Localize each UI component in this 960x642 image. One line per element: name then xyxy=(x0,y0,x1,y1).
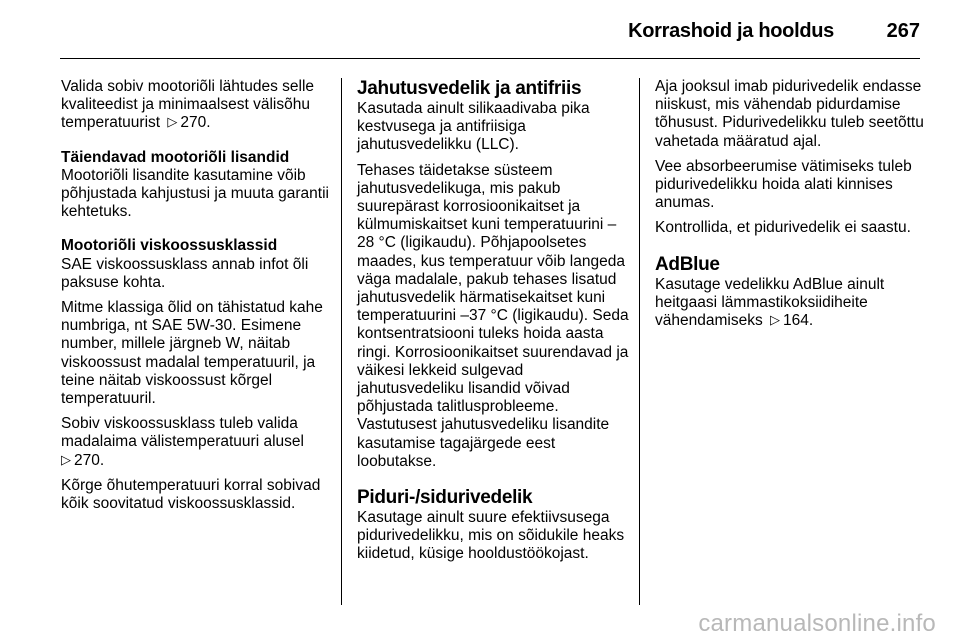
coolant-paragraph-1: Kasutada ainult silikaadivaba pika kestvusega ja antifriisiga jahutusvedelikku (LLC). xyxy=(357,100,590,154)
brake-fluid-paragraph-4: Kontrollida, et pidurivedelik ei saastu. xyxy=(655,219,911,237)
viscosity-paragraph-2: Mitme klassiga õlid on tähistatud kahe numbriga, nt SAE 5W-30. Esimene number, millele järgneb W, näitab viskoossust madalal temperatuuril, ja teine näitab viskoossust kõrgel temperatuuril. xyxy=(61,299,323,408)
viscosity-paragraph-1: SAE viskoossusklass annab infot õli paksuse kohta. xyxy=(61,255,309,291)
page-number: 267 xyxy=(886,20,920,42)
column-2 xyxy=(357,78,631,571)
brake-fluid-paragraph-1: Kasutage ainult suure efektiivsusega pidurivedelikku, mis on sõidukile heaks kiidetud, küsige hooldustöökojast. xyxy=(357,509,625,563)
adblue-heading: AdBlue xyxy=(655,253,720,275)
adblue-text: Kasutage vedelikku AdBlue ainult heitgaasi lämmastikoksiidiheite vähendamiseks xyxy=(655,275,885,330)
viscosity-p3-text: Sobiv viskoossusklass tuleb valida madalaima välistemperatuuri alusel xyxy=(61,415,304,451)
page-ref-arrow-icon: ▷ xyxy=(61,451,71,467)
column-1 xyxy=(61,78,333,520)
page-ref-arrow-icon: ▷ xyxy=(167,114,178,130)
adblue-paragraph xyxy=(655,276,929,331)
coolant-heading: Jahutusvedelik ja antifriis xyxy=(357,78,582,99)
column-divider-2 xyxy=(639,78,640,605)
brake-fluid-heading: Piduri-/sidurivedelik xyxy=(357,487,533,509)
viscosity-heading: Mootoriõli viskoossusklassid xyxy=(61,237,278,255)
intro-paragraph xyxy=(61,78,333,133)
viscosity-page-ref[interactable]: 270. xyxy=(74,451,105,469)
watermark: carmanualsonline.info xyxy=(698,610,936,637)
additives-heading: Täiendavad mootoriõli lisandid xyxy=(61,148,290,166)
page-ref-arrow-icon: ▷ xyxy=(770,312,781,328)
column-divider-1 xyxy=(341,78,342,605)
brake-fluid-paragraph-2: Aja jooksul imab pidurivedelik endasse niiskust, mis vähendab pidurdamise tõhusust. Pidurivedelikku tuleb seetõttu vahetada määratud ajal. xyxy=(655,78,924,150)
viscosity-paragraph-3 xyxy=(61,415,333,470)
intro-page-ref[interactable]: 270. xyxy=(180,114,211,132)
header-rule xyxy=(60,58,920,59)
coolant-paragraph-2: Tehases täidetakse süsteem jahutusvedelikuga, mis pakub suurepärast korrosioonikaitset ja külmumiskaitset kuni temperatuurini ‒28 °C (ligikaudu). Põhjapoolsetes maades, kus temperatuur võib langeda väga madalale, pakub tehases lisatud jahutusvedelik härmatisekaitset kuni temperatuurini ‒37 °C (ligikaudu). Seda kontsentratsiooni tuleks hoida aasta ringi. Korrosioonikaitset suurendavad ja väikesi lekkeid sulgevad jahutusvedeliku lisandid võivad põhjustada talitlusprobleeme. Vastutusest jahutusvedeliku lisandite kasutamise tagajärgede eest loobutakse. xyxy=(357,161,629,470)
intro-text: Valida sobiv mootoriõli lähtudes selle kvaliteedist ja minimaalsest välisõhu temperatuurist xyxy=(61,78,315,132)
additives-paragraph: Mootoriõli lisandite kasutamine võib põhjustada kahjustusi ja muuta garantii kehtetuks. xyxy=(61,166,329,221)
brake-fluid-paragraph-3: Vee absorbeerumise vätimiseks tuleb pidurivedelikku hoida alati kinnises anumas. xyxy=(655,157,912,212)
column-3 xyxy=(655,78,929,337)
viscosity-paragraph-4: Kõrge õhutemperatuuri korral sobivad kõik soovitatud viskoossusklassid. xyxy=(61,476,321,513)
adblue-page-ref[interactable]: 164. xyxy=(783,312,814,330)
page-header-title: Korrashoid ja hooldus xyxy=(628,20,834,42)
